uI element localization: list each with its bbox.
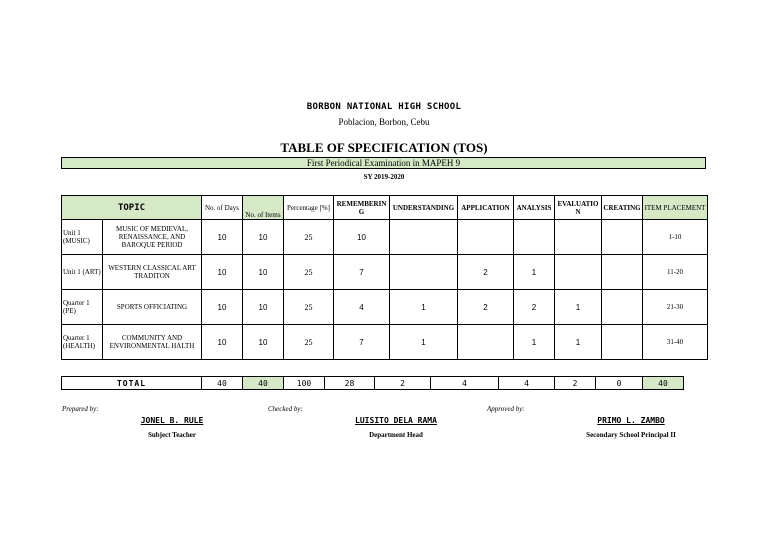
application-cell xyxy=(458,220,514,255)
creating-cell xyxy=(602,325,643,360)
application-cell: 2 xyxy=(458,255,514,290)
analysis-cell: 1 xyxy=(514,325,555,360)
approved-by-name: PRIMO L. ZAMBO xyxy=(597,416,665,425)
prepared-by-role: Subject Teacher xyxy=(147,431,197,439)
topic-cell: SPORTS OFFICIATING xyxy=(103,290,202,325)
total-days: 40 xyxy=(202,377,243,390)
col-creating: CREATING xyxy=(602,196,643,220)
topic-cell: MUSIC OF MEDIEVAL, RENAISSANCE, AND BAROQUE PERIOD xyxy=(103,220,202,255)
understanding-cell xyxy=(390,220,458,255)
col-remembering: REMEMBERIN G xyxy=(334,196,390,220)
table-row xyxy=(62,290,708,325)
col-items: No. of Items xyxy=(243,196,284,220)
percentage-cell: 25 xyxy=(284,255,334,290)
table-row xyxy=(62,220,708,255)
remembering-cell: 4 xyxy=(334,290,390,325)
unit-cell: Unit 1 (MUSIC) xyxy=(62,220,103,255)
items-cell: 10 xyxy=(243,290,284,325)
placement-cell: 1-10 xyxy=(643,220,708,255)
total-remembering: 28 xyxy=(325,377,375,390)
items-cell: 10 xyxy=(243,255,284,290)
school-address: Poblacion, Borbon, Cebu xyxy=(338,117,430,127)
percentage-cell: 25 xyxy=(284,290,334,325)
total-creating: 0 xyxy=(596,377,643,390)
items-cell: 10 xyxy=(243,220,284,255)
school-year: SY 2019-2020 xyxy=(363,173,405,181)
document-title: TABLE OF SPECIFICATION (TOS) xyxy=(280,140,488,155)
total-percentage: 100 xyxy=(284,377,325,390)
table-row xyxy=(62,255,708,290)
creating-cell xyxy=(602,255,643,290)
col-application: APPLICATION xyxy=(458,196,514,220)
remembering-cell: 7 xyxy=(334,325,390,360)
approved-by-label: Approved by: xyxy=(487,405,525,413)
application-cell: 2 xyxy=(458,290,514,325)
col-percentage: Percentage [%] xyxy=(284,196,334,220)
evaluation-cell xyxy=(555,255,602,290)
total-label: TOTAL xyxy=(62,377,202,390)
understanding-cell: 1 xyxy=(390,325,458,360)
col-understanding: UNDERSTANDING xyxy=(390,196,458,220)
tos-table xyxy=(61,195,708,360)
placement-cell: 31-40 xyxy=(643,325,708,360)
prepared-by-label: Prepared by: xyxy=(62,405,99,413)
col-analysis: ANALYSIS xyxy=(514,196,555,220)
creating-cell xyxy=(602,290,643,325)
checked-by-label: Checked by: xyxy=(268,405,303,413)
total-application: 4 xyxy=(431,377,499,390)
total-evaluation: 2 xyxy=(555,377,596,390)
table-header-row xyxy=(62,196,708,220)
total-understanding: 2 xyxy=(375,377,431,390)
approved-by-role: Secondary School Principal II xyxy=(586,431,676,439)
analysis-cell: 1 xyxy=(514,255,555,290)
days-cell: 10 xyxy=(202,255,243,290)
school-name: BORBON NATIONAL HIGH SCHOOL xyxy=(306,102,462,112)
understanding-cell: 1 xyxy=(390,290,458,325)
creating-cell xyxy=(602,220,643,255)
exam-title-bar: First Periodical Examination in MAPEH 9 xyxy=(61,157,706,169)
placement-cell: 11-20 xyxy=(643,255,708,290)
evaluation-cell: 1 xyxy=(555,325,602,360)
col-topic: TOPIC xyxy=(62,196,202,220)
percentage-cell: 25 xyxy=(284,220,334,255)
col-evaluation: EVALUATIO N xyxy=(555,196,602,220)
analysis-cell xyxy=(514,220,555,255)
total-placement: 40 xyxy=(643,377,684,390)
unit-cell: Unit 1 (ART) xyxy=(62,255,103,290)
items-cell: 10 xyxy=(243,325,284,360)
checked-by-name: LUISITO DELA RAMA xyxy=(355,416,437,425)
evaluation-cell xyxy=(555,220,602,255)
total-row xyxy=(62,377,749,390)
days-cell: 10 xyxy=(202,220,243,255)
days-cell: 10 xyxy=(202,325,243,360)
days-cell: 10 xyxy=(202,290,243,325)
evaluation-cell: 1 xyxy=(555,290,602,325)
prepared-by-name: JONEL B. RULE xyxy=(140,416,204,425)
total-items: 40 xyxy=(243,377,284,390)
col-placement: ITEM PLACEMENT xyxy=(643,196,708,220)
table-row xyxy=(62,325,708,360)
understanding-cell xyxy=(390,255,458,290)
application-cell xyxy=(458,325,514,360)
placement-cell: 21-30 xyxy=(643,290,708,325)
unit-cell: Quarter 1 (HEALTH) xyxy=(62,325,103,360)
col-days: No. of Days xyxy=(202,196,243,220)
remembering-cell: 7 xyxy=(334,255,390,290)
remembering-cell: 10 xyxy=(334,220,390,255)
analysis-cell: 2 xyxy=(514,290,555,325)
checked-by-role: Department Head xyxy=(369,431,423,439)
total-table xyxy=(61,376,749,390)
topic-cell: COMMUNITY AND ENVIRONMENTAL HALTH xyxy=(103,325,202,360)
unit-cell: Quarter 1 (PE) xyxy=(62,290,103,325)
total-analysis: 4 xyxy=(499,377,555,390)
percentage-cell: 25 xyxy=(284,325,334,360)
topic-cell: WESTERN CLASSICAL ART TRADITON xyxy=(103,255,202,290)
